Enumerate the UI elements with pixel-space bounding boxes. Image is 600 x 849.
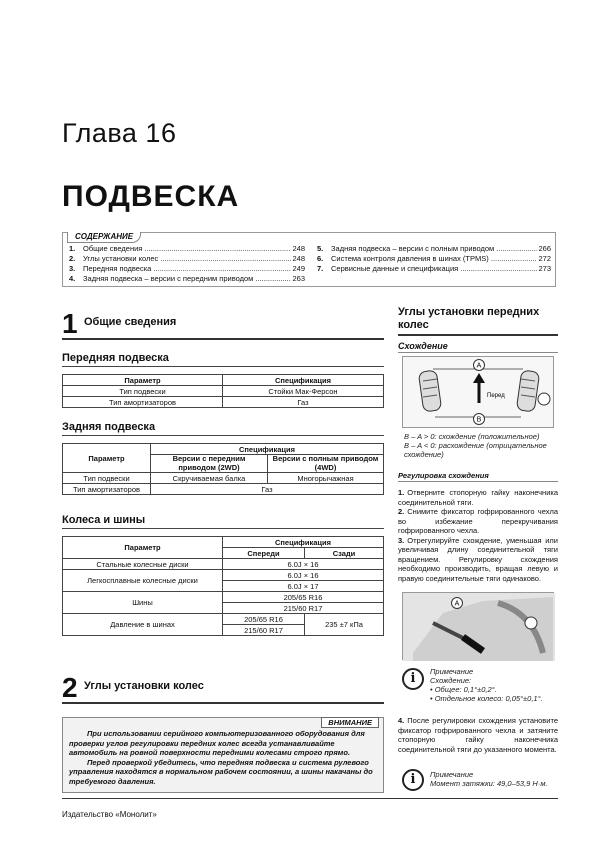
tie-rod-svg [403, 593, 555, 661]
contents-column-left [69, 244, 305, 284]
wheel-hub-icon [538, 393, 550, 405]
tie-rod-photo [402, 592, 554, 660]
table-row: Шины 205/65 R16 [63, 592, 384, 603]
right-wheel [516, 370, 539, 412]
table-row: 215/60 R17 [63, 603, 384, 614]
section-1-heading [62, 308, 384, 340]
adjustment-steps [398, 488, 558, 583]
wheels-tires-heading: Колеса и шины [62, 514, 384, 529]
toe-diagram [402, 356, 554, 428]
chapter-number: Глава 16 [62, 118, 177, 148]
list-item: 3. Отрегулируйте схождение, уменьшая или увеличивая длину соединительной тяги вращением. Регулировку схождения необходимо производить, вращая левую и правую соединительные тяги одинаково. [398, 535, 558, 583]
wheels-tires-table: Параметр Спецификация Спереди Сзади Стальные колесные диски 6.0J × 16 Легкосплавные колесные диски 6.0J × 16 6.0J × 17 Шины 205/65 R16 215/60 R17 Давление в шинах 205/65 R16 235 ±7 кПа 215/60 R17 [62, 536, 384, 636]
warning-tag: ВНИМАНИЕ [321, 717, 379, 728]
warning-paragraph: При использовании серийного компьютеризованного оборудования для проверки углов регулировки передних колес всегда устанавливайте автомобиль на ровной поверхности передними колесами строго прямо. [69, 729, 365, 757]
section-2-heading [62, 672, 384, 704]
list-item: 1. Отверните стопорную гайку наконечника соединительной тяги. [398, 488, 558, 507]
contents-item[interactable]: 6. Система контроля давления в шинах (TPMS) ..... 272 [317, 254, 551, 264]
label-a: A [454, 600, 460, 608]
toe-legend: B – A > 0: схождение (положительное) B – A < 0: расхождение (отрицательное схождение) [404, 432, 547, 459]
table-row: Тип амортизаторов Газ [63, 484, 384, 495]
contents-label: СОДЕРЖАНИЕ [67, 232, 141, 243]
label-b: B [476, 416, 482, 424]
contents-box [62, 232, 556, 287]
left-wheel [418, 370, 441, 412]
table-row: Тип амортизаторов Газ [63, 397, 384, 408]
table-row: Давление в шинах 205/65 R16 235 ±7 кПа [63, 614, 384, 625]
toe-subheading: Схождение [398, 341, 558, 353]
table-row: 215/60 R17 [63, 625, 384, 636]
footer-divider [62, 798, 558, 799]
section-name: Общие сведения [84, 316, 177, 328]
contents-item[interactable]: 7. Сервисные данные и спецификация ..... 273 [317, 264, 551, 274]
label-a: A [476, 362, 482, 370]
table-row: Легкосплавные колесные диски 6.0J × 16 [63, 570, 384, 581]
table-row: 6.0J × 17 [63, 581, 384, 592]
rear-suspension-table: Параметр Спецификация Версии с передним приводом (2WD) Версии с полным приводом (4WD) Тип подвески Скручиваемая балка Многорычажная Тип амортизаторов Газ [62, 443, 384, 495]
table-row: Тип подвески Скручиваемая балка Многорычажная [63, 473, 384, 484]
list-item: 4. После регулировки схождения установите фиксатор гофрированного чехла и затяните стопорную гайку наконечника соединительной тяги до указанного момента. [398, 716, 558, 754]
toe-diagram-svg [403, 357, 555, 429]
torque-note: Примечание Момент затяжки: 49,0–53,9 Н·м. [430, 770, 548, 788]
contents-item[interactable]: 1. Общие сведения ..... 248 [69, 244, 305, 254]
warning-box [62, 717, 384, 793]
section-number: 2 [62, 672, 78, 703]
section-name: Углы установки колес [84, 680, 204, 692]
adjustment-step-4 [398, 716, 558, 754]
toe-spec-note: Примечание Схождение: • Общее: 0,1°±0,2°. • Отдельное колесо: 0,05°±0,1°. [430, 667, 543, 703]
front-suspension-table: Параметр Спецификация Тип подвески Стойки Мак-Ферсон Тип амортизаторов Газ [62, 374, 384, 408]
contents-column-right [317, 244, 551, 274]
section-number: 1 [62, 308, 78, 339]
arrow-head-icon [473, 373, 485, 383]
adjustment-heading: Регулировка схождения [398, 471, 558, 482]
chapter-title: ПОДВЕСКА [62, 180, 240, 213]
contents-item[interactable]: 3. Передняя подвеска ..... 249 [69, 264, 305, 274]
table-row: Стальные колесные диски 6.0J × 16 [63, 559, 384, 570]
contents-item[interactable]: 5. Задняя подвеска – версии с полным приводом ..... 266 [317, 244, 551, 254]
front-suspension-heading: Передняя подвеска [62, 352, 384, 367]
rear-suspension-heading: Задняя подвеска [62, 421, 384, 436]
alignment-heading: Углы установки передних колес [398, 306, 558, 336]
info-icon: i [402, 769, 424, 791]
list-item: 2. Снимите фиксатор гофрированного чехла во избежание перекручивания гофрированного чехла. [398, 507, 558, 535]
contents-item[interactable]: 4. Задняя подвеска – версии с передним приводом ..... 263 [69, 274, 305, 284]
info-icon: i [402, 668, 424, 690]
warning-paragraph: Перед проверкой убедитесь, что передняя подвеска и система рулевого управления находятся в нормальном рабочем состоянии, а шины накачаны до требуемого давления. [69, 757, 373, 786]
publisher-footer: Издательство «Монолит» [62, 810, 157, 819]
table-row: Тип подвески Стойки Мак-Ферсон [63, 386, 384, 397]
front-label: Перед [487, 393, 505, 399]
contents-item[interactable]: 2. Углы установки колес ..... 248 [69, 254, 305, 264]
